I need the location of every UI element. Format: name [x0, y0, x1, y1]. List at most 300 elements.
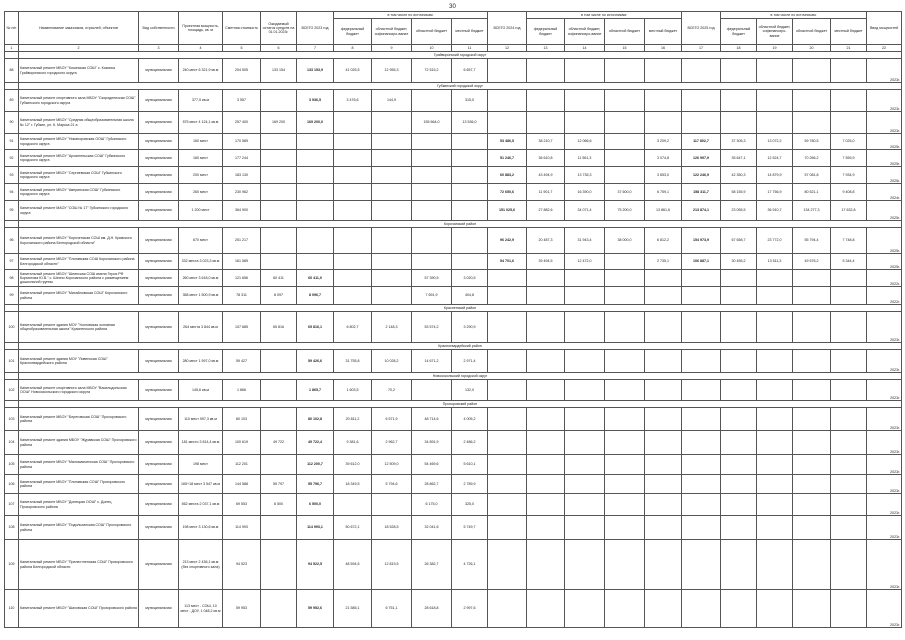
row-number: 94 — [5, 184, 19, 201]
commission-year: 2025г. — [867, 228, 902, 254]
total-2023 — [297, 150, 334, 167]
row-number: 103 — [5, 408, 19, 431]
total-2024 — [488, 350, 527, 373]
commission-year: 2023г. — [867, 590, 902, 628]
regional-cofin-2023: 2 148,3 — [372, 312, 412, 343]
header-regional: областной бюджет, софинансиро-вание — [757, 19, 793, 45]
estimate-cost: 1 866 — [223, 380, 261, 401]
header-oblast: областной бюджет — [605, 19, 645, 45]
regional-cofin-2024 — [565, 112, 605, 134]
local-2025: 7 934,9 — [831, 167, 867, 184]
regional-cofin-2025: 14 879,9 — [757, 167, 793, 184]
total-2025 — [682, 270, 721, 287]
row-number: 91 — [5, 134, 19, 150]
total-2025 — [682, 350, 721, 373]
section-spacer — [5, 221, 19, 228]
local-2023 — [452, 134, 488, 150]
local-2024 — [645, 408, 682, 431]
regional-cofin-2025 — [757, 590, 793, 628]
federal-2024 — [527, 494, 565, 516]
total-2023: 6 500,0 — [297, 494, 334, 516]
object-name: Капитальный ремонт МБОУ "Средняя общеобразовательная школа № 12" г. Губкин, ул. К. Маркса 21 а — [19, 112, 139, 134]
total-2024 — [488, 380, 527, 401]
federal-2024 — [527, 312, 565, 343]
regional-cofin-2025 — [757, 408, 793, 431]
regional-cofin-2024 — [565, 287, 605, 305]
total-2024: 53 486,5 — [488, 134, 527, 150]
ownership-type: муниципальная — [139, 350, 179, 373]
federal-2025: 67 658,7 — [721, 228, 757, 254]
estimate-cost: 112 201 — [223, 455, 261, 475]
expected-balance — [261, 590, 297, 628]
commission-year: 2023г. — [867, 455, 902, 475]
regional-cofin-2024: 12 066,6 — [565, 134, 605, 150]
total-2025 — [682, 59, 721, 83]
regional-cofin-2025 — [757, 455, 793, 475]
estimate-cost: 170 589 — [223, 134, 261, 150]
federal-2025 — [721, 90, 757, 112]
expected-balance: 169 200 — [261, 112, 297, 134]
federal-2023: 3 476,6 — [334, 90, 372, 112]
oblast-2025 — [793, 287, 831, 305]
federal-2024 — [527, 590, 565, 628]
expected-balance — [261, 540, 297, 590]
row-number: 98 — [5, 270, 19, 287]
total-2024 — [488, 431, 527, 455]
oblast-2024 — [605, 540, 645, 590]
column-number: 21 — [831, 45, 867, 52]
capacity: 260 мест — [179, 184, 223, 201]
estimate-cost: 144 588 — [223, 475, 261, 494]
federal-2023: 50 672,1 — [334, 516, 372, 540]
oblast-2023: 6 175,0 — [412, 494, 452, 516]
federal-2024: 11 901,7 — [527, 184, 565, 201]
regional-cofin-2025: 12 524,7 — [757, 150, 793, 167]
regional-cofin-2025 — [757, 112, 793, 134]
local-2023: 3 290,9 — [452, 312, 488, 343]
estimate-cost: 59 427 — [223, 350, 261, 373]
header-name: Наименование заказчиков, отраслей, объектов — [19, 12, 139, 45]
header-local: местный бюджет — [831, 19, 867, 45]
total-2025 — [682, 455, 721, 475]
row-number: 104 — [5, 431, 19, 455]
total-2025 — [682, 516, 721, 540]
row-number: 93 — [5, 167, 19, 184]
table-row — [5, 494, 902, 516]
local-2025 — [831, 431, 867, 455]
capacity: 280 мест 1 597,0 кв.м — [179, 350, 223, 373]
column-number: 15 — [605, 45, 645, 52]
total-2024 — [488, 475, 527, 494]
ownership-type: муниципальная — [139, 516, 179, 540]
table-row — [5, 475, 902, 494]
regional-cofin-2023 — [372, 494, 412, 516]
oblast-2025 — [793, 455, 831, 475]
section-spacer — [5, 52, 19, 59]
local-2024 — [645, 59, 682, 83]
total-2023 — [297, 167, 334, 184]
header-expected: Ожидаемый остаток средств на 01.01.2023г. — [261, 12, 297, 45]
total-2025 — [682, 494, 721, 516]
federal-2024 — [527, 540, 565, 590]
federal-2023: 48 594,5 — [334, 540, 372, 590]
estimate-cost: 204 505 — [223, 59, 261, 83]
federal-2023 — [334, 167, 372, 184]
section-title: Красненский район — [19, 305, 902, 312]
row-number: 90 — [5, 112, 19, 134]
federal-2024 — [527, 516, 565, 540]
object-name: Капитальный ремонт здания МОУ "Уколовская основная общеобразовательная школа" Красненского района — [19, 312, 139, 343]
ownership-type: муниципальная — [139, 228, 179, 254]
ownership-type: муниципальная — [139, 112, 179, 134]
federal-2024 — [527, 270, 565, 287]
local-2024 — [645, 350, 682, 373]
regional-cofin-2023: 2 962,7 — [372, 431, 412, 455]
section-spacer — [5, 83, 19, 90]
federal-2023: 21 585,1 — [334, 590, 372, 628]
table-row — [5, 90, 902, 112]
regional-cofin-2023: 5 794,6 — [372, 475, 412, 494]
commission-year: 2025г. — [867, 150, 902, 167]
header-sources-2023: в том числе по источникам: — [334, 12, 488, 19]
oblast-2025 — [793, 350, 831, 373]
oblast-2024 — [605, 287, 645, 305]
total-2023: 94 522,5 — [297, 540, 334, 590]
column-number: 3 — [139, 45, 179, 52]
header-local: местный бюджет — [452, 19, 488, 45]
capacity: 575 мест 4 124,1 кв.м — [179, 112, 223, 134]
total-2023: 169 200,0 — [297, 112, 334, 134]
local-2023: 404,8 — [452, 287, 488, 305]
federal-2024: 27 882,6 — [527, 201, 565, 221]
table-row — [5, 455, 902, 475]
regional-cofin-2023 — [372, 254, 412, 270]
total-2024 — [488, 540, 527, 590]
column-number: 11 — [452, 45, 488, 52]
federal-2025 — [721, 350, 757, 373]
regional-cofin-2023 — [372, 134, 412, 150]
oblast-2024 — [605, 455, 645, 475]
regional-cofin-2023 — [372, 228, 412, 254]
column-number: 10 — [412, 45, 452, 52]
regional-cofin-2024 — [565, 455, 605, 475]
total-2023: 1 865,7 — [297, 380, 334, 401]
regional-cofin-2025: 17 756,9 — [757, 184, 793, 201]
oblast-2024 — [605, 59, 645, 83]
commission-year: 2023г. — [867, 516, 902, 540]
local-2024: 6 759,1 — [645, 184, 682, 201]
federal-2023: 9 381,6 — [334, 431, 372, 455]
column-number: 9 — [372, 45, 412, 52]
federal-2025: 58 155,9 — [721, 184, 757, 201]
expected-balance: 49 722 — [261, 431, 297, 455]
regional-cofin-2023: 12 955,3 — [372, 59, 412, 83]
estimate-cost: 257 400 — [223, 112, 261, 134]
oblast-2025: 80 521,1 — [793, 184, 831, 201]
total-2023: 55 796,7 — [297, 475, 334, 494]
total-2024: 151 025,6 — [488, 201, 527, 221]
oblast-2025: 134 277,3 — [793, 201, 831, 221]
capacity: 198 мест — [179, 455, 223, 475]
total-2023: 65 816,1 — [297, 312, 334, 343]
regional-cofin-2025 — [757, 494, 793, 516]
column-number: 13 — [527, 45, 565, 52]
ownership-type: муниципальная — [139, 455, 179, 475]
oblast-2024 — [605, 408, 645, 431]
federal-2025: 23 055,5 — [721, 201, 757, 221]
regional-cofin-2023: 10 028,2 — [372, 350, 412, 373]
local-2025 — [831, 455, 867, 475]
oblast-2023 — [412, 228, 452, 254]
federal-2024: 38 210,7 — [527, 134, 565, 150]
capacity: 113 мест - СОШ, 10 мест - ДОУ, 1 048,2 кв.м — [179, 590, 223, 628]
federal-2025: 30 455,2 — [721, 254, 757, 270]
federal-2025 — [721, 516, 757, 540]
oblast-2023 — [412, 380, 452, 401]
federal-2025 — [721, 312, 757, 343]
total-2024: 60 883,2 — [488, 167, 527, 184]
oblast-2023: 48 714,6 — [412, 408, 452, 431]
federal-2025 — [721, 590, 757, 628]
expected-balance — [261, 408, 297, 431]
row-number: 96 — [5, 228, 19, 254]
row-number: 110 — [5, 590, 19, 628]
oblast-2025: 55 794,4 — [793, 228, 831, 254]
expected-balance: 8 097 — [261, 287, 297, 305]
header-regional: областной бюджет, софинансиро-вание — [565, 19, 605, 45]
local-2025: 9 408,8 — [831, 184, 867, 201]
row-number: 95 — [5, 201, 19, 221]
local-2025 — [831, 287, 867, 305]
oblast-2025 — [793, 516, 831, 540]
commission-year: 2023г. — [867, 59, 902, 83]
local-2023: 315,0 — [452, 90, 488, 112]
regional-cofin-2023 — [372, 112, 412, 134]
table-row — [5, 150, 902, 167]
total-2024 — [488, 516, 527, 540]
column-number: 4 — [179, 45, 223, 52]
oblast-2023 — [412, 254, 452, 270]
estimate-cost: 364 900 — [223, 201, 261, 221]
estimate-cost: 161 589 — [223, 254, 261, 270]
column-number: 17 — [682, 45, 721, 52]
table-body — [5, 45, 902, 628]
row-number: 106 — [5, 475, 19, 494]
estimate-cost: 59 953 — [223, 590, 261, 628]
regional-cofin-2023 — [372, 287, 412, 305]
estimate-cost: 78 311 — [223, 287, 261, 305]
total-2023: 3 936,5 — [297, 90, 334, 112]
oblast-2024: 37 600,0 — [605, 184, 645, 201]
estimate-cost: 94 523 — [223, 540, 261, 590]
local-2023: 2 971,4 — [452, 350, 488, 373]
commission-year: 2023г. — [867, 350, 902, 373]
object-name: Капитальный ремонт МАОУ "СОШ № 17" Губкинского городского округа — [19, 201, 139, 221]
oblast-2023: 28 862,7 — [412, 475, 452, 494]
expected-balance: 65 816 — [261, 312, 297, 343]
row-number: 109 — [5, 540, 19, 590]
local-2024: 3 074,8 — [645, 150, 682, 167]
total-2024 — [488, 59, 527, 83]
regional-cofin-2024 — [565, 540, 605, 590]
total-2023 — [297, 228, 334, 254]
regional-cofin-2025 — [757, 431, 793, 455]
oblast-2023: 72 515,2 — [412, 59, 452, 83]
section-title: Прохоровский район — [19, 401, 902, 408]
regional-cofin-2025 — [757, 540, 793, 590]
expected-balance — [261, 380, 297, 401]
regional-cofin-2023 — [372, 150, 412, 167]
ownership-type: муниципальная — [139, 59, 179, 83]
ownership-type: муниципальная — [139, 134, 179, 150]
regional-cofin-2023: 70,2 — [372, 380, 412, 401]
regional-cofin-2024 — [565, 494, 605, 516]
federal-2024 — [527, 455, 565, 475]
estimate-cost: 177 244 — [223, 150, 261, 167]
header-oblast: областной бюджет — [412, 19, 452, 45]
local-2025: 7 748,8 — [831, 228, 867, 254]
federal-2024 — [527, 380, 565, 401]
local-2024 — [645, 516, 682, 540]
capacity: 260 мест 3 618,0 кв.м — [179, 270, 223, 287]
investment-table-sheet — [4, 11, 901, 628]
federal-2024 — [527, 431, 565, 455]
total-2023 — [297, 201, 334, 221]
header-federal: федеральный бюджет — [721, 19, 757, 45]
header-year: Ввод мощностей — [867, 12, 902, 45]
object-name: Капитальный ремонт МБОУ "Маломаяченская СОШ" Прохоровского района — [19, 455, 139, 475]
local-2023: 5 610,1 — [452, 455, 488, 475]
object-name: Капитальный ремонт МБОУ "Донецкая ООШ" с. Донец Прохоровского района — [19, 494, 139, 516]
estimate-cost: 114 993 — [223, 516, 261, 540]
table-row — [5, 112, 902, 134]
local-2025: 5 344,4 — [831, 254, 867, 270]
column-number: 1 — [5, 45, 19, 52]
oblast-2023: 57 390,5 — [412, 270, 452, 287]
section-row — [5, 401, 902, 408]
total-2025 — [682, 408, 721, 431]
regional-cofin-2025 — [757, 270, 793, 287]
header-total-2023: ВСЕГО 2023 год — [297, 12, 334, 45]
local-2023: 13 536,0 — [452, 112, 488, 134]
object-name: Капитальный ремонт МБОУ "Береговская СОШ" Прохоровского района — [19, 408, 139, 431]
expected-balance — [261, 254, 297, 270]
total-2023: 112 200,7 — [297, 455, 334, 475]
total-2025 — [682, 540, 721, 590]
investment-table — [4, 11, 902, 628]
federal-2025 — [721, 475, 757, 494]
header-sources-2025: в том числе по источникам: — [721, 12, 867, 19]
regional-cofin-2025 — [757, 350, 793, 373]
total-2024: 72 650,6 — [488, 184, 527, 201]
commission-year: 2023г. — [867, 475, 902, 494]
oblast-2023: 54 469,6 — [412, 455, 452, 475]
ownership-type: муниципальная — [139, 312, 179, 343]
object-name: Капитальный ремонт здания МОУ "Ливенская СОШ" Красногвардейского района — [19, 350, 139, 373]
total-2025: 126 997,9 — [682, 150, 721, 167]
section-title: Губкинский городской округ — [19, 83, 902, 90]
oblast-2023 — [412, 150, 452, 167]
federal-2023 — [334, 228, 372, 254]
ownership-type: муниципальная — [139, 201, 179, 221]
section-row — [5, 373, 902, 380]
object-name: Капитальный ремонт МБОУ "Шеинская СОШ имени Героя РФ Бормотова Ю.В." с. Шеино Корочанского района с размещением дошкольной группы — [19, 270, 139, 287]
row-number: 101 — [5, 350, 19, 373]
total-2024 — [488, 270, 527, 287]
total-2025 — [682, 475, 721, 494]
oblast-2023: 14 671,2 — [412, 350, 452, 373]
commission-year: 2022г. — [867, 287, 902, 305]
local-2023 — [452, 167, 488, 184]
federal-2023 — [334, 494, 372, 516]
capacity: 145,6 кв.м — [179, 380, 223, 401]
object-name: Капитальный ремонт МБОУ "Никаноровская ООШ" Губкинского городского округа — [19, 134, 139, 150]
oblast-2024 — [605, 112, 645, 134]
local-2024: 3 653,0 — [645, 167, 682, 184]
header-total-2024: ВСЕГО 2024 год — [488, 12, 527, 45]
oblast-2025 — [793, 312, 831, 343]
federal-2025 — [721, 380, 757, 401]
column-number-row — [5, 45, 902, 52]
total-2023: 60 411,0 — [297, 270, 334, 287]
oblast-2024 — [605, 431, 645, 455]
local-2024 — [645, 590, 682, 628]
regional-cofin-2024: 34 071,4 — [565, 201, 605, 221]
federal-2023: 6 802,7 — [334, 312, 372, 343]
estimate-cost: 107 685 — [223, 312, 261, 343]
commission-year: 2023г. — [867, 431, 902, 455]
local-2025 — [831, 112, 867, 134]
ownership-type: муниципальная — [139, 254, 179, 270]
ownership-type: муниципальная — [139, 167, 179, 184]
local-2024: 6 812,2 — [645, 228, 682, 254]
capacity: 160 мест — [179, 134, 223, 150]
table-row — [5, 590, 902, 628]
local-2024 — [645, 431, 682, 455]
federal-2023: 39 612,0 — [334, 455, 372, 475]
object-name: Капитальный ремонт МБОУ "Аверинская СОШ" Губкинского городского округа — [19, 184, 139, 201]
local-2023: 5 749,7 — [452, 516, 488, 540]
expected-balance — [261, 90, 297, 112]
federal-2024 — [527, 475, 565, 494]
regional-cofin-2024: 12 472,0 — [565, 254, 605, 270]
section-title: Новооскольский городской округ — [19, 373, 902, 380]
federal-2023: 31 755,8 — [334, 350, 372, 373]
local-2024 — [645, 90, 682, 112]
local-2023: 6 657,7 — [452, 59, 488, 83]
oblast-2024 — [605, 167, 645, 184]
section-spacer — [5, 373, 19, 380]
header-sources-2024: в том числе по источникам: — [527, 12, 682, 19]
oblast-2024 — [605, 380, 645, 401]
regional-cofin-2025 — [757, 90, 793, 112]
federal-2024 — [527, 350, 565, 373]
capacity: 110 мест 997,3 кв.м — [179, 408, 223, 431]
total-2024 — [488, 590, 527, 628]
oblast-2024 — [605, 134, 645, 150]
local-2024 — [645, 475, 682, 494]
header-ownership: Вид собственности — [139, 12, 179, 45]
regional-cofin-2023: 6 571,9 — [372, 408, 412, 431]
ownership-type: муниципальная — [139, 494, 179, 516]
section-title: Грайворонский городской округ — [19, 52, 902, 59]
column-number: 16 — [645, 45, 682, 52]
capacity: 377,5 кв.м — [179, 90, 223, 112]
object-name: Капитальный ремонт здания МБОУ "Журавская СОШ" Прохоровского района — [19, 431, 139, 455]
header-local: местный бюджет — [645, 19, 682, 45]
commission-year: 2025г. — [867, 254, 902, 270]
local-2025: 7 025,0 — [831, 134, 867, 150]
